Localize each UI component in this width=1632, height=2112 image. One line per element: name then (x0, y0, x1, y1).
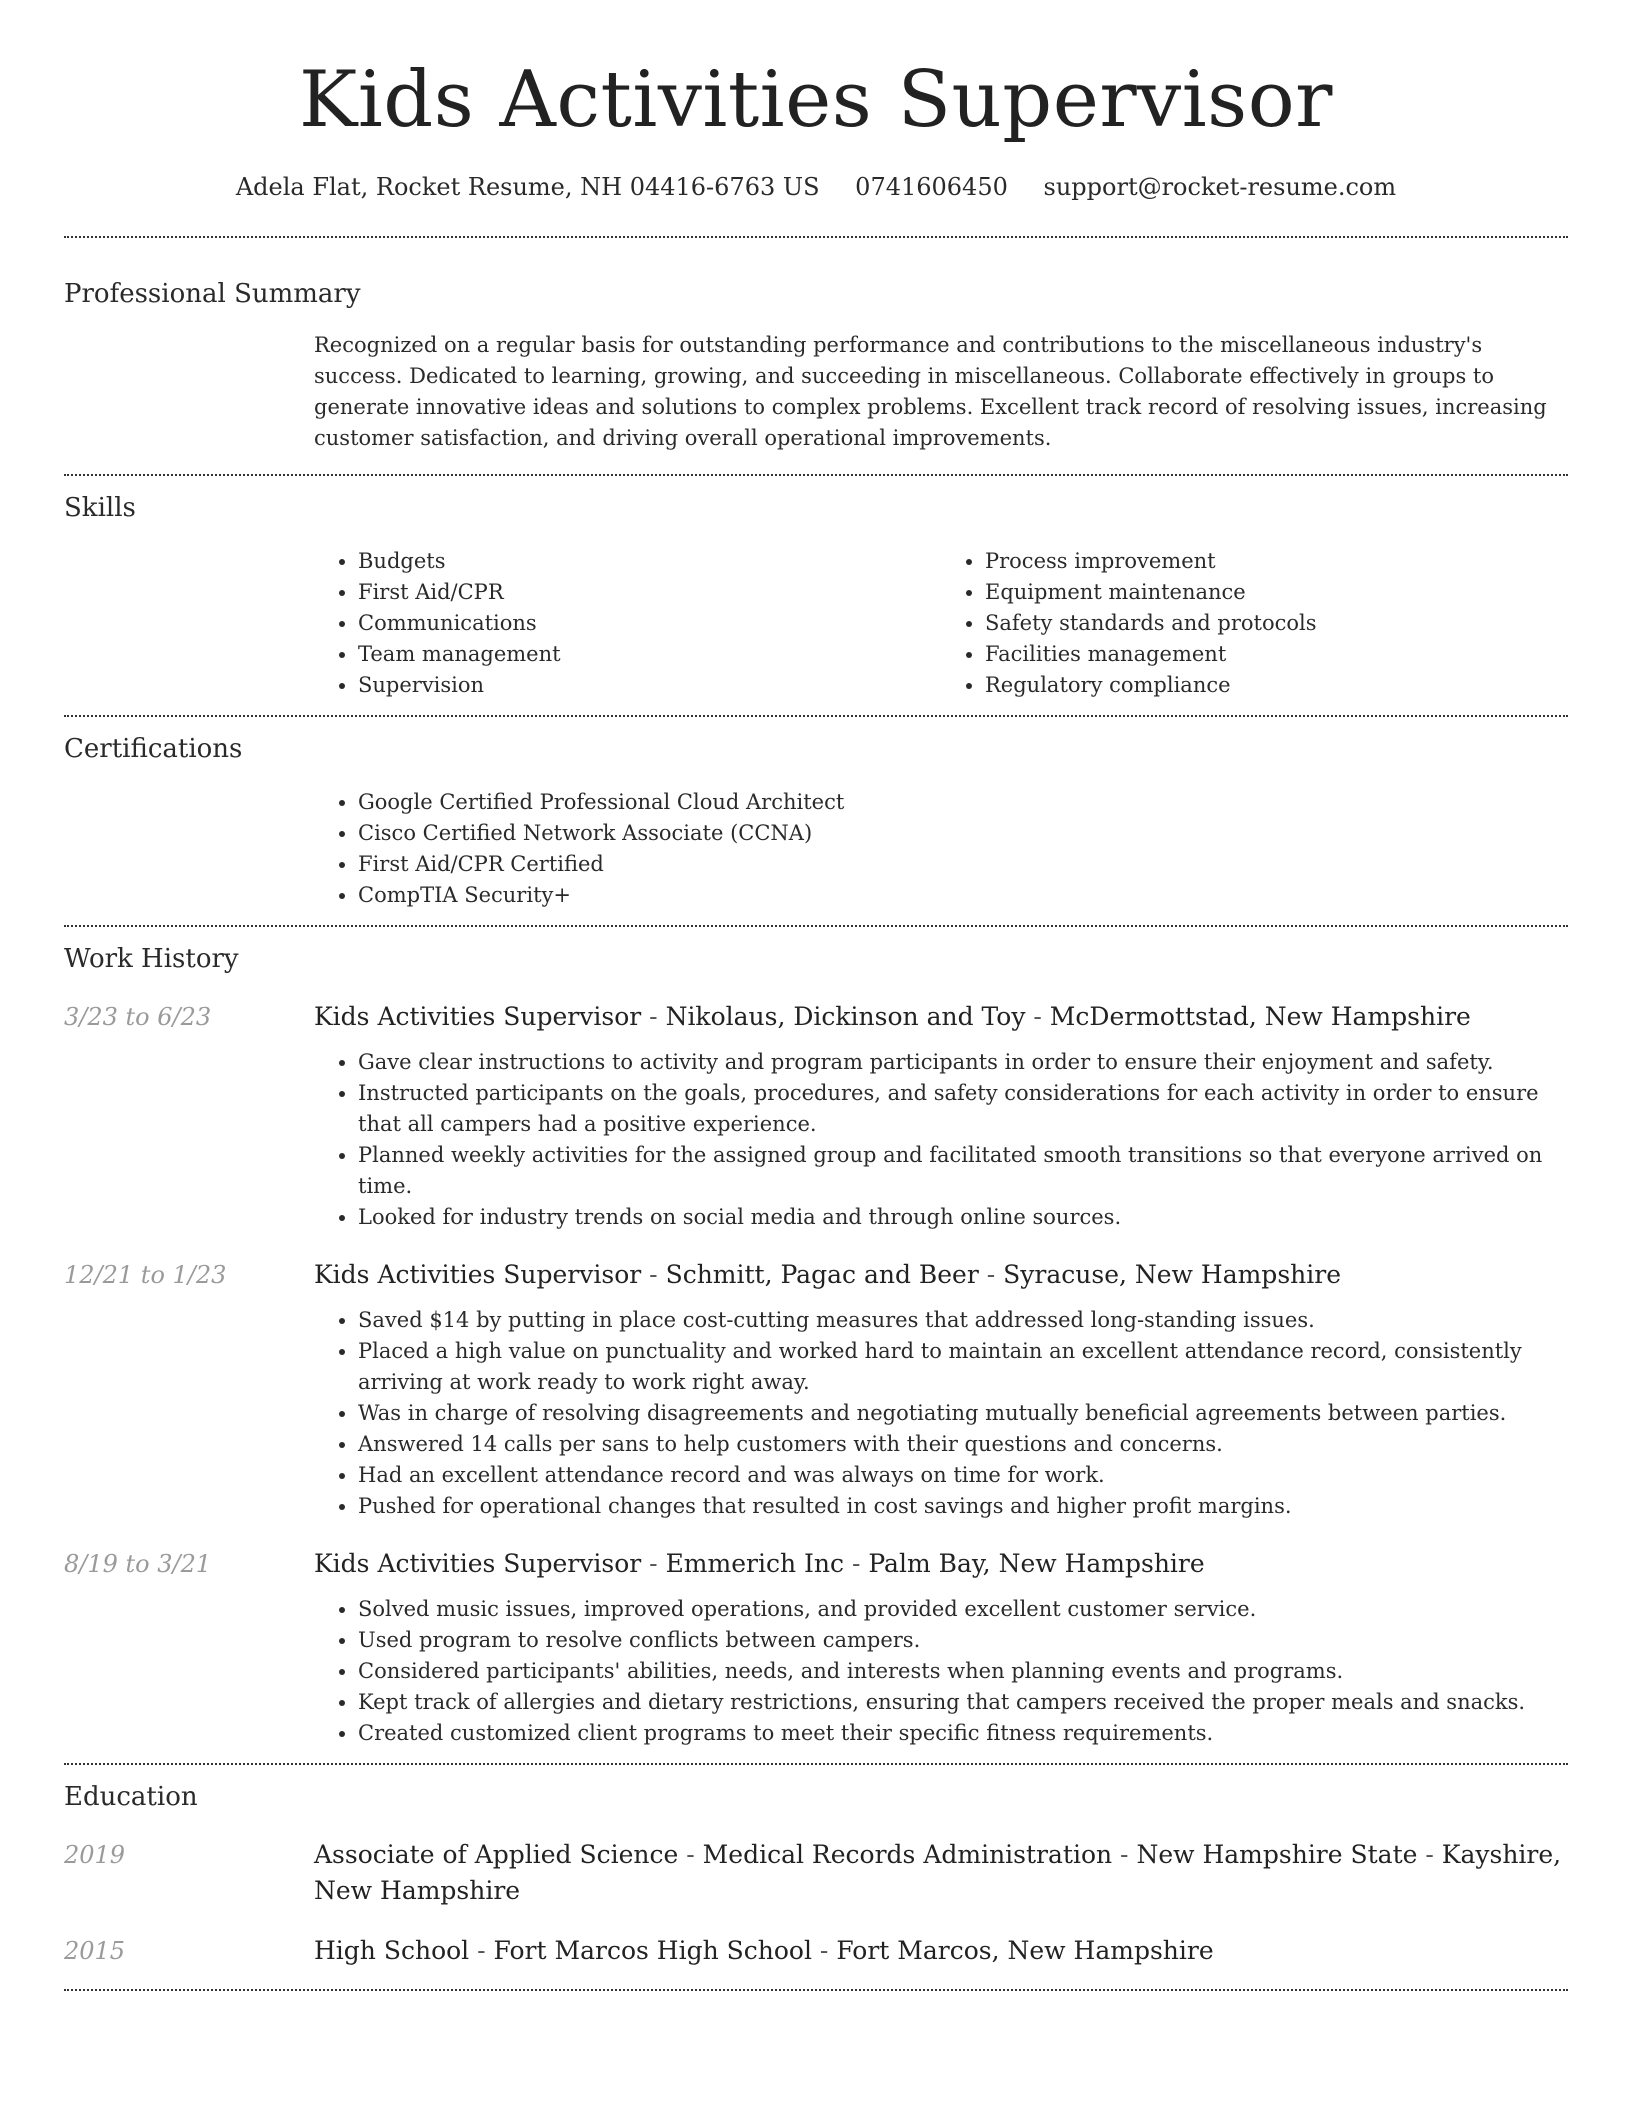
separator: - (1417, 1840, 1442, 1869)
section-title-certifications: Certifications (64, 734, 243, 764)
skill-item: • Supervision (358, 670, 941, 701)
education-entry (64, 1933, 1568, 1969)
job-bullets (314, 1594, 1568, 1749)
separator: - (641, 1002, 666, 1031)
certification-item: • Google Certified Professional Cloud Architect (358, 787, 1568, 818)
job-bullet: • Was in charge of resolving disagreements and negotiating mutually beneficial agreements between parties. (358, 1398, 1568, 1429)
job-company: Schmitt, Pagac and Beer (665, 1260, 979, 1289)
job-entry (64, 1546, 1568, 1749)
skill-item: • Budgets (358, 546, 941, 577)
divider (64, 1763, 1568, 1765)
job-location: McDermottstad, New Hampshire (1049, 1002, 1471, 1031)
section-title-work-history: Work History (64, 944, 239, 974)
divider (64, 715, 1568, 717)
divider (64, 474, 1568, 476)
job-bullet: • Answered 14 calls per sans to help customers with their questions and concerns. (358, 1429, 1568, 1460)
job-bullet: • Kept track of allergies and dietary restrictions, ensuring that campers received the proper meals and snacks. (358, 1687, 1568, 1718)
education-line (314, 1933, 1568, 1969)
contact-address: Adela Flat, Rocket Resume, NH 04416-6763 US (235, 173, 820, 201)
skills-columns (314, 546, 1568, 701)
job-bullet: • Saved $14 by putting in place cost-cutting measures that addressed long-standing issues. (358, 1305, 1568, 1336)
job-bullet: • Instructed participants on the goals, procedures, and safety considerations for each activity in order to ensure that all campers had a positive experience. (358, 1078, 1568, 1140)
job-bullets (314, 1305, 1568, 1522)
job-body (314, 1047, 1568, 1233)
separator: - (1112, 1840, 1137, 1869)
education-location: Kayshire, New Hampshire (314, 1840, 1562, 1905)
job-header (64, 1546, 1568, 1582)
section-title-skills: Skills (64, 493, 136, 523)
job-body (314, 1594, 1568, 1749)
job-bullet: • Gave clear instructions to activity and program participants in order to ensure their enjoyment and safety. (358, 1047, 1568, 1078)
skills-list-left (314, 546, 941, 701)
skill-item: • Team management (358, 639, 941, 670)
job-body (314, 1305, 1568, 1522)
job-header (64, 999, 1568, 1035)
separator: - (1025, 1002, 1050, 1031)
skill-item: • First Aid/CPR (358, 577, 941, 608)
skill-item: • Process improvement (985, 546, 1568, 577)
skill-item: • Communications (358, 608, 941, 639)
job-bullet: • Looked for industry trends on social media and through online sources. (358, 1202, 1568, 1233)
job-bullets (314, 1047, 1568, 1233)
job-title-line (314, 1257, 1568, 1293)
job-role: Kids Activities Supervisor (314, 1002, 642, 1031)
skills-list-right (941, 546, 1568, 701)
job-company: Nikolaus, Dickinson and Toy (665, 1002, 1026, 1031)
divider (64, 925, 1568, 927)
job-dates: 3/23 to 6/23 (64, 1003, 212, 1031)
job-bullet: • Planned weekly activities for the assigned group and facilitated smooth transitions so that everyone arrived on time. (358, 1140, 1568, 1202)
job-entry (64, 999, 1568, 1233)
job-bullet: • Used program to resolve conflicts between campers. (358, 1625, 1568, 1656)
job-dates: 12/21 to 1/23 (64, 1261, 227, 1289)
job-header (64, 1257, 1568, 1293)
education-school: New Hampshire State (1136, 1840, 1418, 1869)
certification-item: • First Aid/CPR Certified (358, 849, 1568, 880)
education-location: Fort Marcos, New Hampshire (836, 1936, 1214, 1965)
education-entry (64, 1837, 1568, 1909)
certifications-list (314, 787, 1568, 911)
contact-line (64, 172, 1568, 202)
skill-item: • Regulatory compliance (985, 670, 1568, 701)
separator: - (978, 1260, 1004, 1289)
section-work-history (64, 943, 1568, 1749)
divider (64, 1989, 1568, 1991)
certification-item: • CompTIA Security+ (358, 880, 1568, 911)
certifications-body (314, 787, 1568, 911)
contact-email: support@rocket-resume.com (1043, 173, 1397, 201)
section-skills (64, 492, 1568, 701)
skill-item: • Safety standards and protocols (985, 608, 1568, 639)
job-title-line (314, 1546, 1568, 1582)
education-school: Fort Marcos High School (493, 1936, 812, 1965)
job-company: Emmerich Inc (665, 1549, 844, 1578)
section-education (64, 1781, 1568, 1969)
skill-item: • Facilities management (985, 639, 1568, 670)
job-bullet: • Created customized client programs to meet their specific fitness requirements. (358, 1718, 1568, 1749)
education-year: 2019 (64, 1841, 126, 1869)
resume-page (64, 50, 1568, 1991)
section-certifications (64, 733, 1568, 911)
summary-text: Recognized on a regular basis for outstanding performance and contributions to the miscellaneous industry's success. Dedicated to learning, growing, and succeeding in miscellaneous. Collaborate effectively in groups to generate innovative ideas and solutions to complex problems. Excellent track record of resolving issues, increasing customer satisfaction, and driving overall operational improvements. (314, 333, 1547, 450)
job-bullet: • Considered participants' abilities, needs, and interests when planning events and programs. (358, 1656, 1568, 1687)
separator: - (811, 1936, 837, 1965)
job-bullet: • Pushed for operational changes that resulted in cost savings and higher profit margins. (358, 1491, 1568, 1522)
education-degree: High School (314, 1936, 470, 1965)
job-location: Syracuse, New Hampshire (1003, 1260, 1341, 1289)
separator: - (641, 1549, 666, 1578)
divider (64, 236, 1568, 238)
job-role: Kids Activities Supervisor (314, 1549, 642, 1578)
separator: - (469, 1936, 494, 1965)
section-title-summary: Professional Summary (64, 279, 361, 309)
job-bullet: • Had an excellent attendance record and was always on time for work. (358, 1460, 1568, 1491)
section-title-education: Education (64, 1782, 198, 1812)
education-degree: Associate of Applied Science (314, 1840, 679, 1869)
candidate-name: Kids Activities Supervisor (299, 55, 1333, 145)
section-summary (64, 278, 1568, 454)
job-bullet: • Placed a high value on punctuality and worked hard to maintain an excellent attendance record, consistently arriving at work ready to work right away. (358, 1336, 1568, 1398)
contact-phone: 0741606450 (855, 173, 1008, 201)
certification-item: • Cisco Certified Network Associate (CCNA) (358, 818, 1568, 849)
separator: - (678, 1840, 703, 1869)
separator: - (641, 1260, 666, 1289)
education-field: Medical Records Administration (702, 1840, 1113, 1869)
skill-item: • Equipment maintenance (985, 577, 1568, 608)
job-title-line (314, 999, 1568, 1035)
job-bullet: • Solved music issues, improved operations, and provided excellent customer service. (358, 1594, 1568, 1625)
education-year: 2015 (64, 1937, 126, 1965)
education-line (314, 1837, 1568, 1909)
job-entry (64, 1257, 1568, 1522)
job-location: Palm Bay, New Hampshire (868, 1549, 1205, 1578)
job-dates: 8/19 to 3/21 (64, 1550, 212, 1578)
separator: - (844, 1549, 869, 1578)
job-role: Kids Activities Supervisor (314, 1260, 642, 1289)
